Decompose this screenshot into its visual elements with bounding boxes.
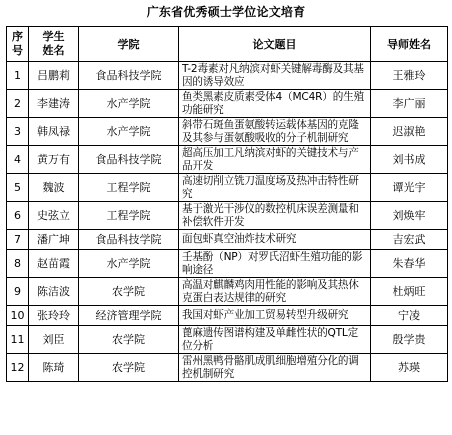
thesis-title: 面包虾真空油炸技术研究 [179,230,371,250]
thesis-title: 壬基酚（NP）对罗氏沼虾生殖功能的影响途径 [179,250,371,278]
student-name: 陈琦 [29,354,79,382]
student-name: 潘广坤 [29,230,79,250]
school-name: 农学院 [79,354,179,382]
school-name: 农学院 [79,278,179,306]
row-no: 6 [7,202,29,230]
thesis-table [6,26,448,382]
advisor-name: 王雅玲 [371,62,448,90]
table-row [7,174,448,202]
table-row [7,90,448,118]
document-title: 广东省优秀硕士学位论文培育 [146,5,306,19]
thesis-title: 斜带石斑鱼蛋氨酸转运载体基因的克隆及其参与蛋氨酸吸收的分子机制研究 [179,118,371,146]
table-row [7,354,448,382]
student-name: 黄万有 [29,146,79,174]
school-name: 食品科技学院 [79,62,179,90]
thesis-title: 我国对虾产业加工贸易转型升级研究 [179,306,371,326]
student-name: 吕鹏莉 [29,62,79,90]
table-row [7,306,448,326]
row-no: 1 [7,62,29,90]
table-row [7,202,448,230]
thesis-title: 基于激光干涉仪的数控机床误差测量和补偿软件开发 [179,202,371,230]
thesis-title: 高温对麒麟鸡肉用性能的影响及其热休克蛋白表达规律的研究 [179,278,371,306]
advisor-name: 刘焕牢 [371,202,448,230]
school-name: 工程学院 [79,202,179,230]
row-no: 8 [7,250,29,278]
row-no: 9 [7,278,29,306]
table-row [7,250,448,278]
school-name: 食品科技学院 [79,146,179,174]
advisor-name: 李广丽 [371,90,448,118]
header-no: 序 号 [7,27,29,62]
thesis-title: T-2毒素对凡纳滨对虾关键解毒酶及其基因的诱导效应 [179,62,371,90]
advisor-name: 谭光宇 [371,174,448,202]
school-name: 农学院 [79,326,179,354]
row-no: 11 [7,326,29,354]
row-no: 2 [7,90,29,118]
student-name: 韩凤禄 [29,118,79,146]
row-no: 5 [7,174,29,202]
student-name: 魏波 [29,174,79,202]
thesis-title: 超高压加工凡纳滨对虾的关键技术与产品开发 [179,146,371,174]
thesis-title: 蓖麻遗传图谱构建及单雌性状的QTL定位分析 [179,326,371,354]
student-name: 张玲玲 [29,306,79,326]
table-row [7,146,448,174]
advisor-name: 刘书成 [371,146,448,174]
row-no: 12 [7,354,29,382]
student-name: 史弦立 [29,202,79,230]
student-name: 李建涛 [29,90,79,118]
header-advisor: 导师姓名 [371,27,448,62]
table-row [7,230,448,250]
thesis-title: 鱼类黑素皮质素受体4（MC4R）的生殖功能研究 [179,90,371,118]
school-name: 水产学院 [79,90,179,118]
row-no: 10 [7,306,29,326]
table-row [7,326,448,354]
advisor-name: 吉宏武 [371,230,448,250]
school-name: 经济管理学院 [79,306,179,326]
advisor-name: 迟淑艳 [371,118,448,146]
table-row [7,62,448,90]
school-name: 食品科技学院 [79,230,179,250]
advisor-name: 宁凌 [371,306,448,326]
thesis-title: 高速切削立铣刀温度场及热冲击特性研究 [179,174,371,202]
advisor-name: 杜炳旺 [371,278,448,306]
school-name: 工程学院 [79,174,179,202]
header-school: 学院 [79,27,179,62]
advisor-name: 朱春华 [371,250,448,278]
student-name: 陈洁波 [29,278,79,306]
header-student-name: 学生 姓名 [29,27,79,62]
row-no: 4 [7,146,29,174]
header-thesis-title: 论文题目 [179,27,371,62]
advisor-name: 苏瑛 [371,354,448,382]
thesis-title: 雷州黑鸭骨骼肌成肌细胞增殖分化的调控机制研究 [179,354,371,382]
student-name: 刘臣 [29,326,79,354]
table-row [7,118,448,146]
row-no: 3 [7,118,29,146]
advisor-name: 殷学贵 [371,326,448,354]
school-name: 水产学院 [79,118,179,146]
student-name: 赵苗霞 [29,250,79,278]
header-row [7,27,448,62]
table-row [7,278,448,306]
school-name: 水产学院 [79,250,179,278]
row-no: 7 [7,230,29,250]
